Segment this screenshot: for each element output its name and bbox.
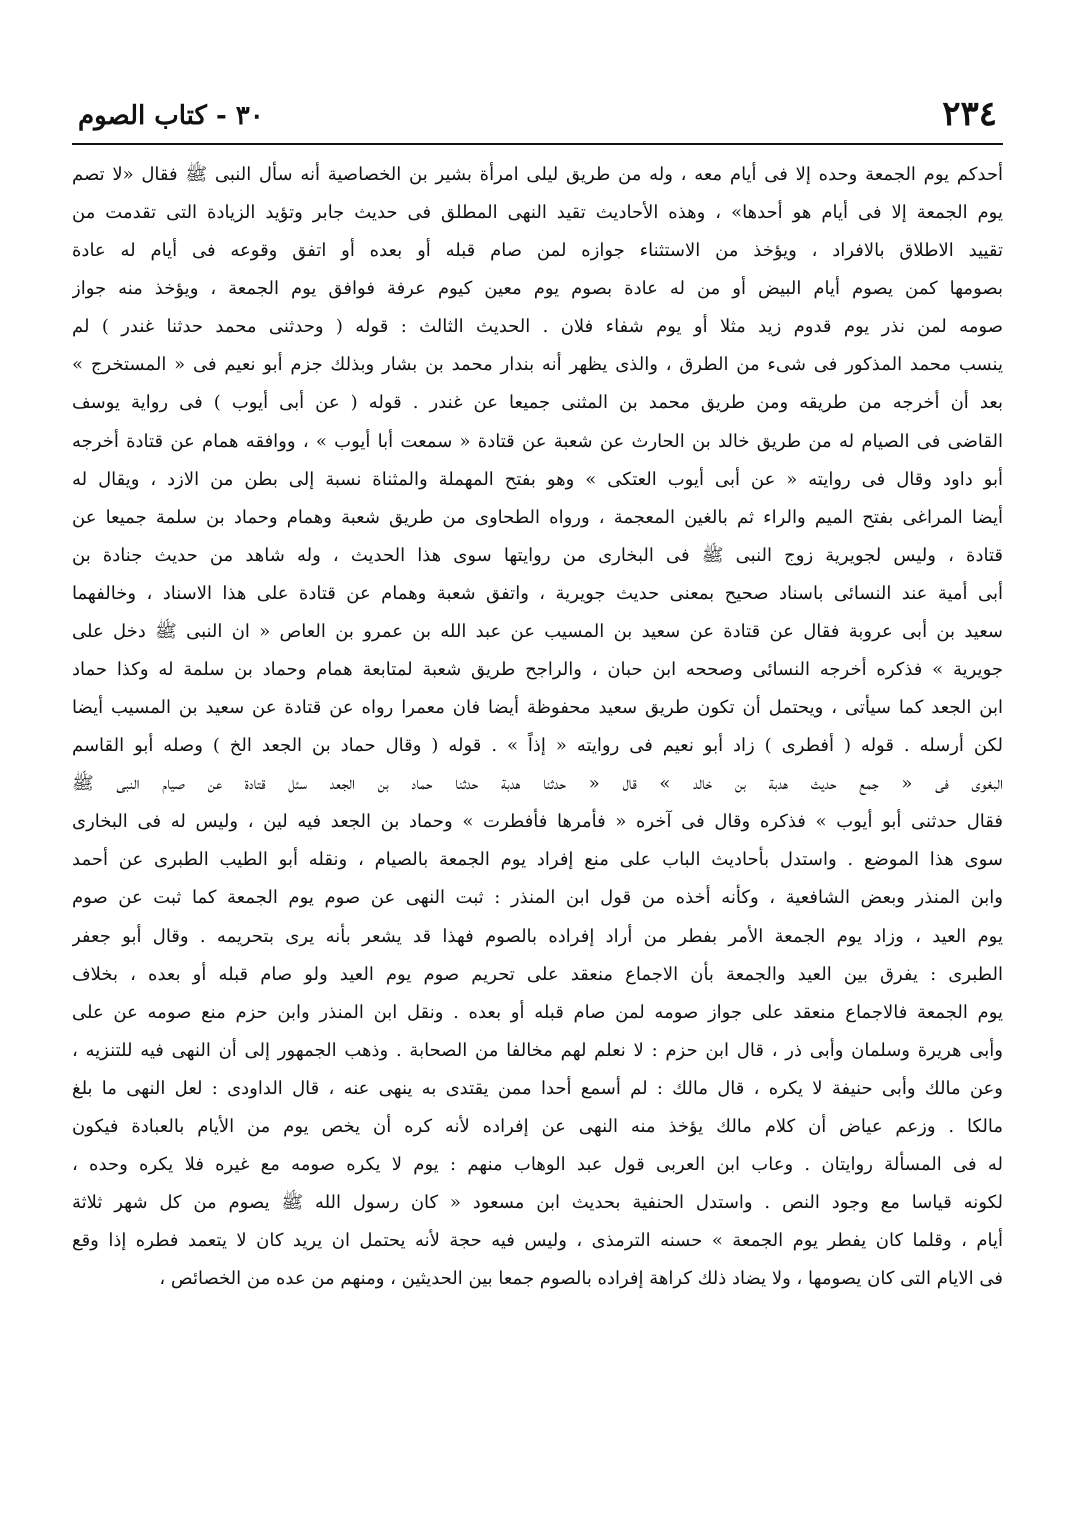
text-line: القاضى فى الصيام له من طريق خالد بن الحارث عن شعبة عن قتادة « سمعت أبا أيوب » ، ووافقه همام عن قتادة أخرجه	[72, 430, 1003, 452]
text-line: يوم الجمعة فالاجماع منعقد على جواز صومه لمن صام قبله أو بعده . ونقل ابن المنذر وابن حزم منع صومه عن على	[72, 1001, 1003, 1023]
text-line: وأبى هريرة وسلمان وأبى ذر ، قال ابن حزم : لا نعلم لهم مخالفا من الصحابة . وذهب الجمهور إلى أن النهى فيه للتنزيه ،	[72, 1039, 1003, 1061]
text-line: الطبرى : يفرق بين العيد والجمعة بأن الاجماع منعقد على تحريم صوم يوم العيد ولو صام قبله أو بعده ، بخلاف	[72, 963, 1003, 985]
running-title: ٣٠ - كتاب الصوم	[78, 101, 264, 131]
page-number: ٢٣٤	[942, 94, 997, 134]
text-line: سوى هذا الموضع . واستدل بأحاديث الباب على منع إفراد يوم الجمعة بالصيام ، ونقله أبو الطيب الطبرى عن أحمد	[72, 849, 1003, 871]
text-line: أيام ، وقلما كان يفطر يوم الجمعة » حسنه الترمذى ، وليس فيه حجة لأنه يحتمل ان يريد كان لا يتعمد فطره إذا وقع	[72, 1230, 1003, 1252]
text-line: يوم الجمعة إلا فى أيام هو أحدها» ، وهذه الأحاديث تقيد النهى المطلق فى حديث جابر وتؤيد الزيادة التى تقدمت من	[72, 202, 1003, 224]
text-line: تقييد الاطلاق بالافراد ، ويؤخذ من الاستثناء جوازه لمن صام قبله أو بعده أو اتفق وقوعه فى أيام له عادة	[72, 240, 1003, 262]
text-line: وابن المنذر وبعض الشافعية ، وكأنه أخذه من قول ابن المنذر : ثبت النهى عن صوم يوم الجمعة كما ثبت عن صوم	[72, 887, 1003, 909]
text-line: صومه لمن نذر يوم قدوم زيد مثلا أو يوم شفاء فلان . الحديث الثالث : قوله ( وحدثنى محمد حدثنا غندر ) لم	[72, 316, 1003, 338]
text-line: لكن أرسله . قوله ( أفطرى ) زاد أبو نعيم فى روايته « إذاً » . قوله ( وقال حماد بن الجعد الخ ) وصله أبو القاسم	[72, 735, 1003, 757]
commentary-text	[72, 156, 1003, 1298]
text-line: فى الايام التى كان يصومها ، ولا يضاد ذلك كراهة إفراده بالصوم جمعا بين الحديثين ، ومنهم من عده من الخصائص ،	[159, 1268, 1003, 1290]
text-line: جويرية » فذكره أخرجه النسائى وصححه ابن حبان ، والراجح طريق شعبة لمتابعة همام وحماد بن سلمة له وكذا حماد	[72, 659, 1003, 681]
text-line: وعن مالك وأبى حنيفة لا يكره ، قال مالك : لم أسمع أحدا ممن يقتدى به ينهى عنه ، قال الداودى : لعل النهى ما بلغ	[72, 1077, 1003, 1099]
text-line: يوم العيد ، وزاد يوم الجمعة الأمر بفطر من أراد إفراده بالصوم فهذا قد يشعر بأنه يرى بتحريمه . وقال أبو جعفر	[72, 925, 1003, 947]
text-line: البغوى فى « جمع حديث هدبة بن خالد » قال « حدثنا هدبة حدثنا حماد بن الجعد سئل قتادة عن صيام النبى ﷺ	[72, 773, 1003, 795]
text-line: مالكا . وزعم عياض أن كلام مالك يؤخذ منه النهى عن إفراده لأنه كره أن يخص يوم من الأيام بالعبادة فيكون	[72, 1115, 1003, 1137]
text-line: أيضا المراغى بفتح الميم والراء ثم بالغين المعجمة ، ورواه الطحاوى من طريق شعبة وهمام وحماد بن سلمة جميعا عن	[72, 506, 1003, 528]
text-line: فقال حدثنى أبو أيوب » فذكره وقال فى آخره « فأمرها فأفطرت » وحماد بن الجعد فيه لين ، وليس له فى البخارى	[72, 811, 1003, 833]
text-line: بعد أن أخرجه من طريقه ومن طريق محمد بن المثنى جميعا عن غندر . قوله ( عن أبى أيوب ) فى رواية يوسف	[72, 392, 1003, 414]
text-line: بصومها كمن يصوم أيام البيض أو من له عادة بصوم يوم معين كيوم عرفة فوافق يوم الجمعة ، ويؤخذ منه جواز	[72, 278, 1003, 300]
text-line: أبو داود وقال فى روايته « عن أبى أيوب العتكى » وهو بفتح المهملة والمثناة نسبة إلى بطن من الازد ، ويقال له	[72, 468, 1003, 490]
text-line: أحدكم يوم الجمعة وحده إلا فى أيام معه ، وله من طريق ليلى امرأة بشير بن الخصاصية أنه سأل النبى ﷺ فقال «لا تصم	[72, 164, 1003, 185]
header-rule	[72, 143, 1003, 145]
text-line: له فى المسألة روايتان . وعاب ابن العربى قول عبد الوهاب منهم : يوم لا يكره صومه مع غيره فلا يكره وحده ،	[72, 1154, 1003, 1176]
text-line: أبى أمية عند النسائى باسناد صحيح بمعنى حديث جويرية ، واتفق شعبة وهمام عن قتادة على هذا الاسناد ، وخالفهما	[72, 582, 1003, 604]
text-line: سعيد بن أبى عروبة فقال عن قتادة عن سعيد بن المسيب عن عبد الله بن عمرو بن العاص « ان النبى ﷺ دخل على	[72, 620, 1003, 642]
text-line: ينسب محمد المذكور فى شىء من الطرق ، والذى يظهر أنه بندار محمد بن بشار وبذلك جزم أبو نعيم فى « المستخرج »	[72, 354, 1003, 376]
text-line: لكونه قياسا مع وجود النص . واستدل الحنفية بحديث ابن مسعود « كان رسول الله ﷺ يصوم من كل شهر ثلاثة	[72, 1192, 1003, 1214]
text-line: قتادة ، وليس لجويرية زوج النبى ﷺ فى البخارى من روايتها سوى هذا الحديث ، وله شاهد من حديث جنادة بن	[72, 544, 1003, 566]
page-header	[78, 92, 997, 140]
text-line: ابن الجعد كما سيأتى ، ويحتمل أن تكون طريق سعيد محفوظة أيضا فان معمرا رواه عن قتادة عن سعيد بن المسيب أيضا	[72, 697, 1003, 719]
